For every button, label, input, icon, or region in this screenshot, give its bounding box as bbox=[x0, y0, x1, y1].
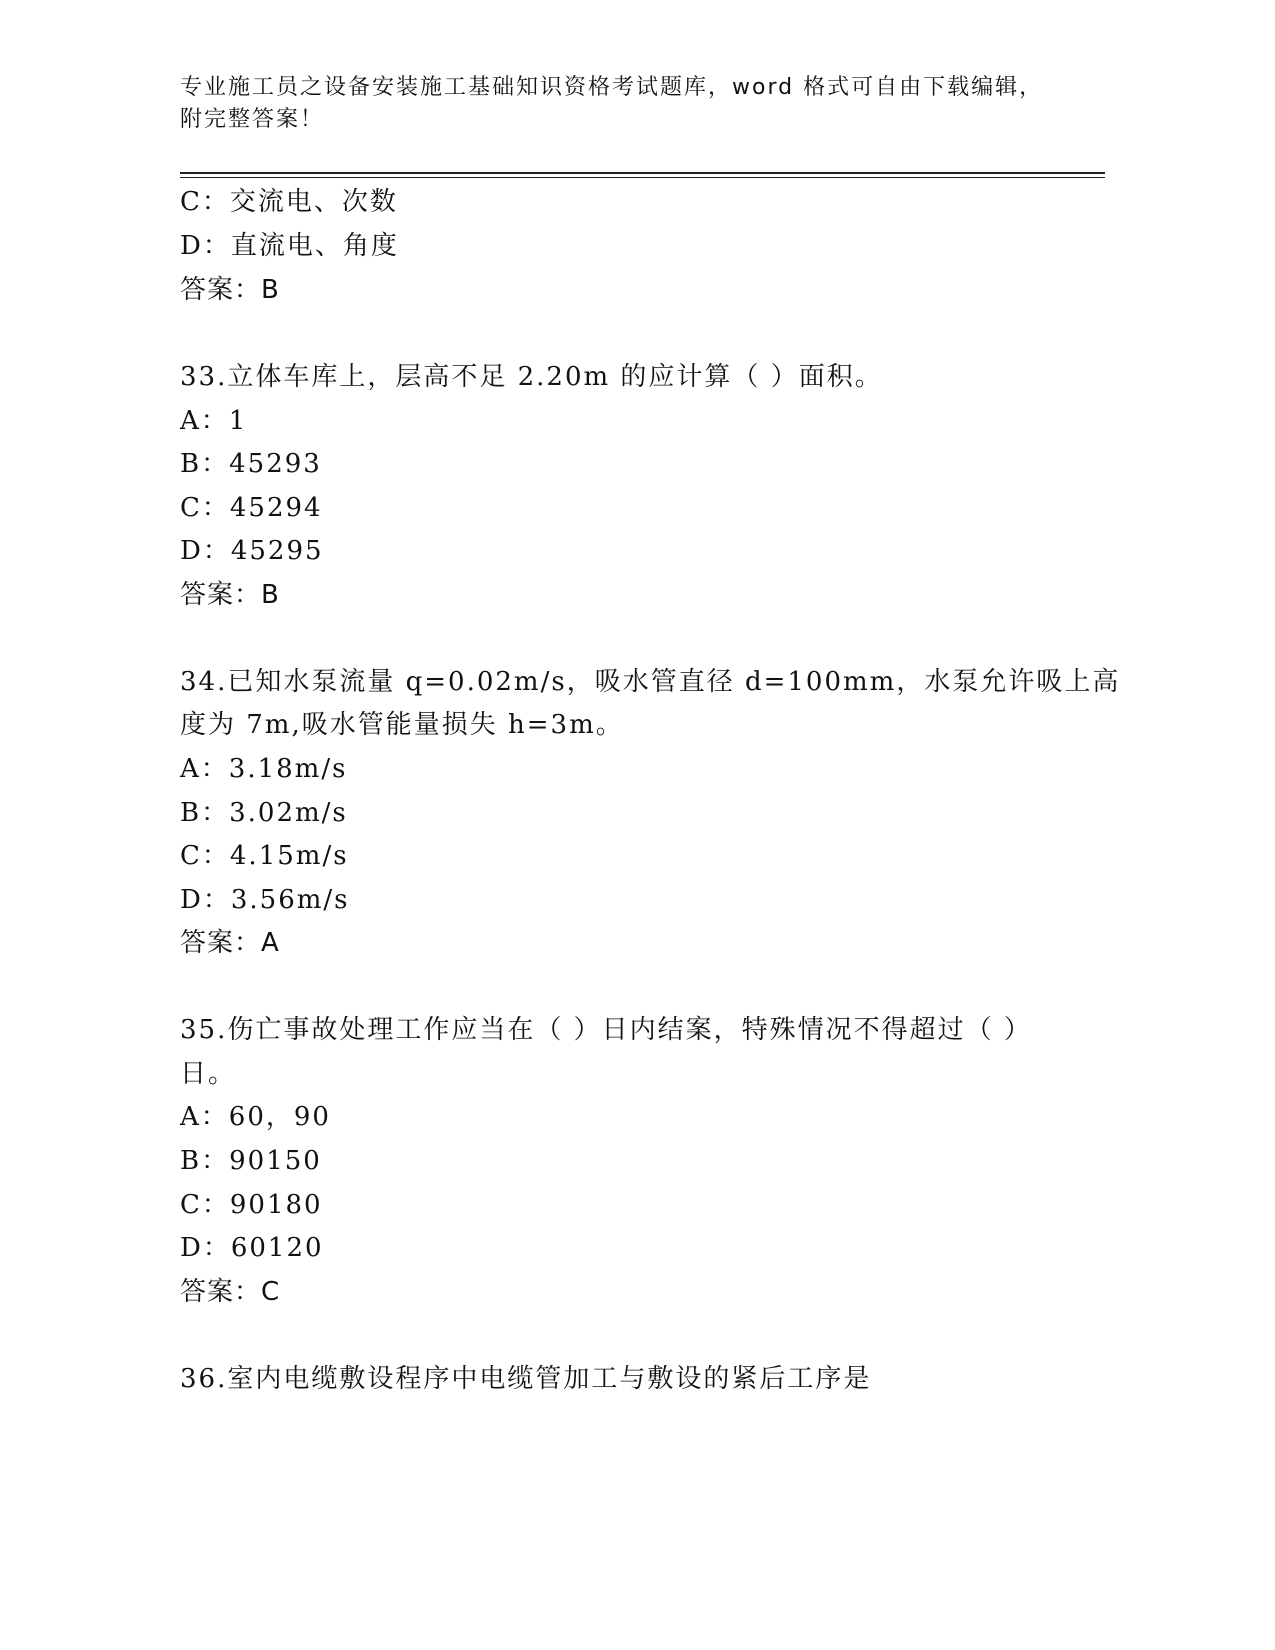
q35-option-d: D：60120 bbox=[180, 1233, 324, 1263]
q35-option-b: B：90150 bbox=[180, 1146, 322, 1176]
q33-question: 33.立体车库上，层高不足 2.20m 的应计算（ ）面积。 bbox=[180, 362, 883, 392]
q35-answer: 答案：C bbox=[180, 1277, 281, 1307]
q32-answer: 答案：B bbox=[180, 275, 280, 305]
q33-option-a: A：1 bbox=[180, 406, 248, 436]
q34-question-line-2: 度为 7m,吸水管能量损失 h=3m。 bbox=[180, 710, 624, 740]
q33-answer: 答案：B bbox=[180, 580, 280, 610]
header-divider-thin bbox=[180, 177, 1105, 178]
q35-option-a: A：60，90 bbox=[180, 1102, 331, 1132]
document-header bbox=[180, 72, 1060, 136]
header-line-2: 附完整答案！ bbox=[180, 107, 325, 132]
q35-question-line-2: 日。 bbox=[180, 1059, 237, 1089]
q34-answer: 答案：A bbox=[180, 928, 280, 958]
q32-option-c: C：交流电、次数 bbox=[180, 187, 398, 217]
q36-question: 36.室内电缆敷设程序中电缆管加工与敷设的紧后工序是 bbox=[180, 1364, 872, 1394]
header-divider-thick bbox=[180, 172, 1105, 174]
q34-question-line-1: 34.已知水泵流量 q=0.02m/s，吸水管直径 d=100mm，水泵允许吸上高 bbox=[180, 667, 1121, 697]
q34-option-d: D：3.56m/s bbox=[180, 885, 350, 915]
header-line-1: 专业施工员之设备安装施工基础知识资格考试题库，word 格式可自由下载编辑， bbox=[180, 75, 1044, 100]
q33-option-d: D：45295 bbox=[180, 536, 324, 566]
q34-option-c: C：4.15m/s bbox=[180, 841, 349, 871]
q32-option-d: D：直流电、角度 bbox=[180, 231, 399, 261]
q33-option-b: B：45293 bbox=[180, 449, 322, 479]
q35-option-c: C：90180 bbox=[180, 1190, 323, 1220]
q35-question-line-1: 35.伤亡事故处理工作应当在（ ）日内结案，特殊情况不得超过（ ） bbox=[180, 1015, 1032, 1045]
q34-option-b: B：3.02m/s bbox=[180, 798, 348, 828]
q33-option-c: C：45294 bbox=[180, 493, 323, 523]
q34-option-a: A：3.18m/s bbox=[180, 754, 348, 784]
